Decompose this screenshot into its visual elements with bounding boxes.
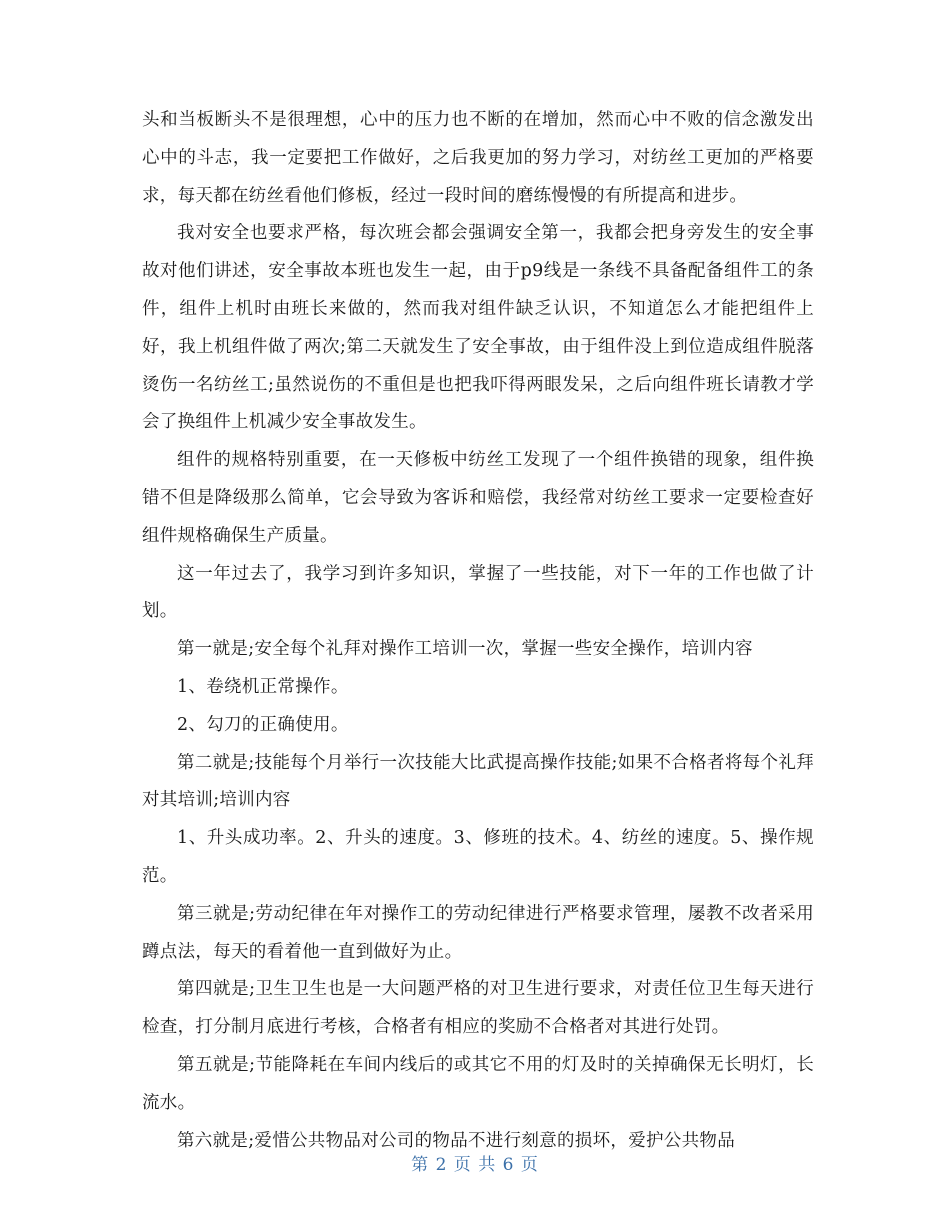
paragraph: 第六就是;爱惜公共物品对公司的物品不进行刻意的损坏，爱护公共物品 xyxy=(177,1130,735,1151)
paragraph: 第四就是;卫生卫生也是一大问题严格的对卫生进行要求，对责任位卫生每天进行检查，打分制月底进行考核，合格者有相应的奖励不合格者对其进行处罚。 xyxy=(142,979,814,1038)
paragraph: 1、升头成功率。2、升头的速度。3、修班的技术。4、纺丝的速度。5、操作规范。 xyxy=(142,828,814,886)
paragraph: 第二就是;技能每个月举行一次技能大比武提高操作技能;如果不合格者将每个礼拜对其培训;培训内容 xyxy=(142,752,814,811)
paragraph: 头和当板断头不是很理想，心中的压力也不断的在增加，然而心中不败的信念激发出心中的斗志，我一定要把工作做好，之后我更加的努力学习，对纺丝工更加的严格要求，每天都在纺丝看他们修板，经过一段时间的磨练慢慢的有所提高和进步。 xyxy=(142,110,814,206)
paragraph: 第五就是;节能降耗在车间内线后的或其它不用的灯及时的关掉确保无长明灯，长流水。 xyxy=(142,1054,814,1113)
list-item: 2、勾刀的正确使用。 xyxy=(177,714,349,735)
list-item: 1、卷绕机正常操作。 xyxy=(177,676,349,697)
page-number-footer: 第 2 页 共 6 页 xyxy=(411,1155,539,1175)
paragraph: 这一年过去了，我学习到许多知识，掌握了一些技能，对下一年的工作也做了计划。 xyxy=(142,563,814,622)
paragraph: 第三就是;劳动纪律在年对操作工的劳动纪律进行严格要求管理，屡教不改者采用蹲点法，每天的看着他一直到做好为止。 xyxy=(142,903,814,962)
paragraph: 组件的规格特别重要，在一天修板中纺丝工发现了一个组件换错的现象，组件换错不但是降级那么简单，它会导致为客诉和赔偿，我经常对纺丝工要求一定要检查好组件规格确保生产质量。 xyxy=(142,450,814,546)
document-body xyxy=(142,102,814,1160)
paragraph: 我对安全也要求严格，每次班会都会强调安全第一，我都会把身旁发生的安全事故对他们讲述，安全事故本班也发生一起，由于p9线是一条线不具备配备组件工的条件，组件上机时由班长来做的，然而我对组件缺乏认识，不知道怎么才能把组件上好，我上机组件做了两次;第二天就发生了安全事故，由于组件没上到位造成组件脱落烫伤一名纺丝工;虽然说伤的不重但是也把我吓得两眼发呆，之后向组件班长请教才学会了换组件上机减少安全事故发生。 xyxy=(142,223,814,433)
paragraph: 第一就是;安全每个礼拜对操作工培训一次，掌握一些安全操作，培训内容 xyxy=(177,639,753,660)
